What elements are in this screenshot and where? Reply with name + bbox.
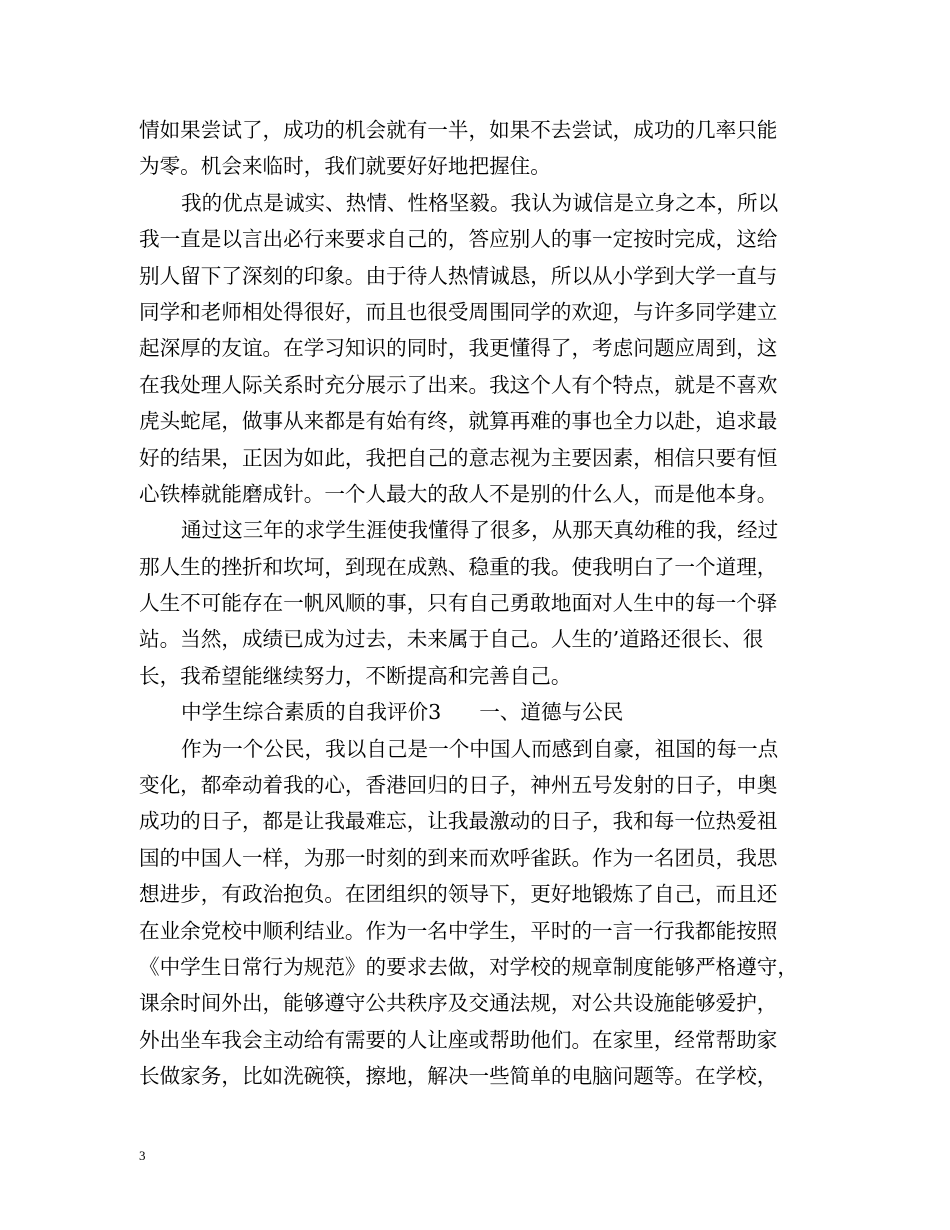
text-line-content: 那人生的挫折和坎坷，到现在成熟、稳重的我。使我明白了一个道理， (139, 554, 778, 579)
page-number: 3 (139, 1148, 146, 1163)
text-line-content: 课余时间外出，能够遵守公共秩序及交通法规，对公共设施能够爱护， (139, 991, 778, 1016)
text-line (139, 258, 829, 294)
text-line-content: 我一直是以言出必行来要求自己的，答应别人的事一定按时完成，这给 (139, 227, 778, 252)
text-line (139, 185, 829, 221)
text-line (139, 803, 829, 839)
text-line-content: 国的中国人一样，为那一时刻的到来而欢呼雀跃。作为一名团员，我思 (139, 845, 778, 870)
text-line (139, 767, 829, 803)
text-line-content: 《中学生日常行为规范》的要求去做，对学校的规章制度能够严格遵守， (139, 954, 798, 979)
text-line (139, 658, 829, 694)
text-line (139, 840, 829, 876)
text-line (139, 367, 829, 403)
text-line (139, 330, 829, 366)
text-line-content: 起深厚的友谊。在学习知识的同时，我更懂得了，考虑问题应周到，这 (139, 336, 778, 361)
text-line-content: 我的优点是诚实、热情、性格坚毅。我认为诚信是立身之本，所以 (181, 190, 779, 215)
text-line (139, 294, 829, 330)
text-line (139, 403, 829, 439)
text-line (139, 476, 829, 512)
text-line-content: 外出坐车我会主动给有需要的人让座或帮助他们。在家里，经常帮助家 (139, 1027, 778, 1052)
text-line (139, 694, 829, 730)
text-line-content: 在业余党校中顺利结业。作为一名中学生，平时的一言一行我都能按照 (139, 918, 778, 943)
text-line (139, 985, 829, 1021)
text-line-content: 在我处理人际关系时充分展示了出来。我这个人有个特点，就是不喜欢 (139, 372, 778, 397)
text-line (139, 585, 829, 621)
text-line-content: 站。当然，成绩已成为过去，未来属于自己。人生的’道路还很长、很 (139, 627, 764, 652)
text-line-content: 成功的日子，都是让我最难忘，让我最激动的日子，我和每一位热爱祖 (139, 809, 778, 834)
text-line (139, 876, 829, 912)
text-line-content: 情如果尝试了，成功的机会就有一半，如果不去尝试，成功的几率只能 (139, 118, 778, 142)
text-line (139, 440, 829, 476)
text-line (139, 221, 829, 257)
section-heading: 一、道德与公民 (479, 700, 624, 725)
text-line-content: 别人留下了深刻的印象。由于待人热情诚恳，所以从小学到大学一直与 (139, 263, 778, 288)
text-line (139, 112, 829, 148)
text-line (139, 913, 829, 949)
text-line-content: 虎头蛇尾，做事从来都是有始有终，就算再难的事也全力以赴，追求最 (139, 409, 778, 434)
text-line-content: 变化，都牵动着我的心，香港回归的日子，神州五号发射的日子，申奥 (139, 773, 778, 798)
text-line-content: 作为一个公民，我以自己是一个中国人而感到自豪，祖国的每一点 (181, 736, 779, 761)
text-line-content: 同学和老师相处得很好，而且也很受周围同学的欢迎，与许多同学建立 (139, 299, 778, 324)
text-line (139, 549, 829, 585)
text-line-content: 人生不可能存在一帆风顺的事，只有自己勇敢地面对人生中的每一个驿 (139, 591, 778, 616)
text-line-content: 长做家务，比如洗碗筷，擦地，解决一些简单的电脑问题等。在学校， (139, 1064, 778, 1089)
text-line-content: 想进步，有政治抱负。在团组织的领导下，更好地锻炼了自己，而且还 (139, 882, 778, 907)
text-line-content: 通过这三年的求学生涯使我懂得了很多，从那天真幼稚的我，经过 (181, 518, 779, 543)
text-line (139, 949, 829, 985)
text-line-content: 心铁棒就能磨成针。一个人最大的敌人不是别的什么人，而是他本身。 (139, 481, 778, 506)
text-line (139, 1058, 829, 1094)
text-line-content: 长，我希望能继续努力，不断提高和完善自己。 (139, 663, 572, 688)
document-body (139, 112, 829, 1095)
text-line (139, 512, 829, 548)
text-line-content: 好的结果，正因为如此，我把自己的意志视为主要因素，相信只要有恒 (139, 445, 778, 470)
text-line (139, 148, 829, 184)
text-line-content: 中学生综合素质的自我评价3 (181, 700, 442, 725)
text-line (139, 1022, 829, 1058)
text-line (139, 731, 829, 767)
text-line (139, 621, 829, 657)
text-line-content: 为零。机会来临时，我们就要好好地把握住。 (139, 154, 551, 179)
